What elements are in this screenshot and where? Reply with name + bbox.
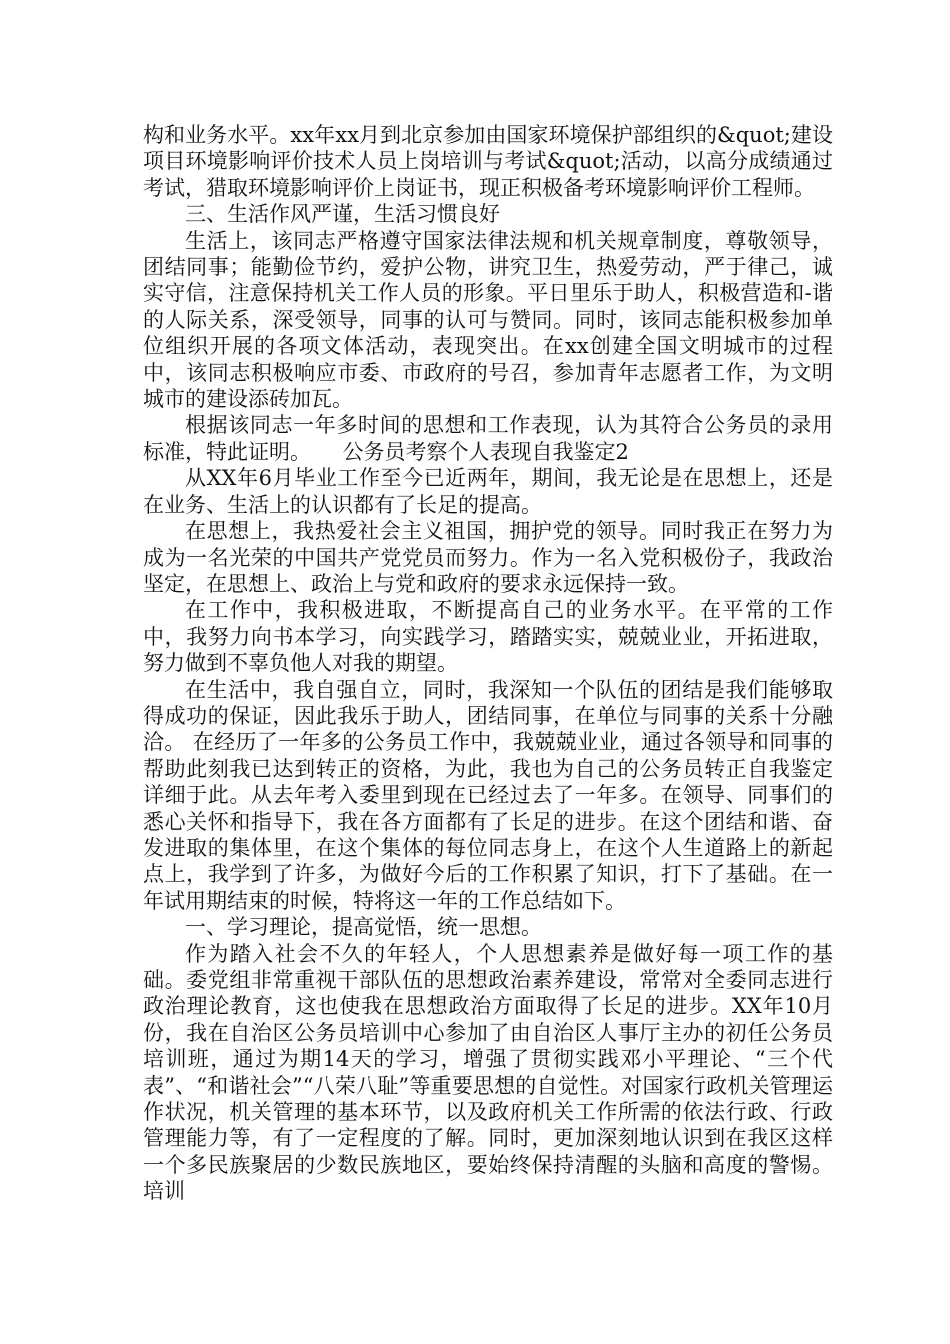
paragraph-study: 作为踏入社会不久的年轻人，个人思想素养是做好每一项工作的基础。委党组非常重视干部队伍的思想政治素养建设，常常对全委同志进行政治理论教育，这也使我在思想政治方面取得了长足的进步。XX年10月份，我在自治区公务员培训中心参加了由自治区人事厅主办的初任公务员培训班，通过为期14天的学习，增强了贯彻实践邓小平理论、“三个代表”、“和谐社会”“八荣八耻”等重要思想的自觉性。对国家行政机关管理运作状况，机关管理的基本环节，以及政府机关工作所需的依法行政、行政管理能力等，有了一定程度的了解。同时，更加深刻地认识到在我区这样一个多民族聚居的少数民族地区，要始终保持清醒的头脑和高度的警惕。培训 xyxy=(143,941,833,1204)
paragraph-continuation: 构和业务水平。xx年xx月到北京参加由国家环境保护部组织的&quot;建设项目环境影响评价技术人员上岗培训与考试&quot;活动，以高分成绩通过考试，猎取环境影响评价上岗证书，现正积极备考环境影响评价工程师。 xyxy=(143,123,833,200)
section-heading-study: 一、学习理论，提高觉悟，统一思想。 xyxy=(185,915,542,940)
paragraph-thought: 在思想上，我热爱社会主义祖国，拥护党的领导。同时我正在努力为成为一名光荣的中国共产党党员而努力。作为一名入党积极份子，我政治坚定，在思想上、政治上与党和政府的要求永远保持一致。 xyxy=(143,519,833,596)
paragraph-lifestyle: 生活上，该同志严格遵守国家法律法规和机关规章制度，尊敬领导，团结同事；能勤俭节约，爱护公物，讲究卫生，热爱劳动，严于律己，诚实守信，注意保持机关工作人员的形象。平日里乐于助人，积极营造和-谐的人际关系，深受领导，同事的认可与赞同。同时，该同志能积极参加单位组织开展的各项文体活动，表现突出。在xx创建全国文明城市的过程中，该同志积极响应市委、市政府的号召，参加青年志愿者工作，为文明城市的建设添砖加瓦。 xyxy=(143,228,833,412)
paragraph-work: 在工作中，我积极进取，不断提高自己的业务水平。在平常的工作中，我努力向书本学习，向实践学习，踏踏实实，兢兢业业，开拓进取，努力做到不辜负他人对我的期望。 xyxy=(143,598,833,676)
paragraph-life: 在生活中，我自强自立，同时，我深知一个队伍的团结是我们能够取得成功的保证，因此我乐于助人，团结同事，在单位与同事的关系十分融洽。 在经历了一年多的公务员工作中，我兢兢业业，通过各领导和同事的帮助此刻我已达到转正的资格，为此，我也为自己的公务员转正自我鉴定详细于此。从去年考入委里到现在已经过去了一年多。在领导、同事们的悉心关怀和指导下，我在各方面都有了长足的进步。在这个团结和谐、奋发进取的集体里，在这个集体的每位同志身上，在这个人生道路上的新起点上，我学到了许多，为做好今后的工作积累了知识，打下了基础。在一年试用期结束的时候，特将这一年的工作总结如下。 xyxy=(143,677,833,913)
section-heading-lifestyle: 三、生活作风严谨，生活习惯良好 xyxy=(185,202,500,227)
document-body xyxy=(143,122,833,1205)
paragraph-conclusion: 根据该同志一年多时间的思想和工作表现，认为其符合公务员的录用标准，特此证明。 公务员考察个人表现自我鉴定2 xyxy=(143,413,833,464)
paragraph-intro-2: 从XX年6月毕业工作至今已近两年，期间，我无论是在思想上，还是在业务、生活上的认识都有了长足的提高。 xyxy=(143,466,833,517)
